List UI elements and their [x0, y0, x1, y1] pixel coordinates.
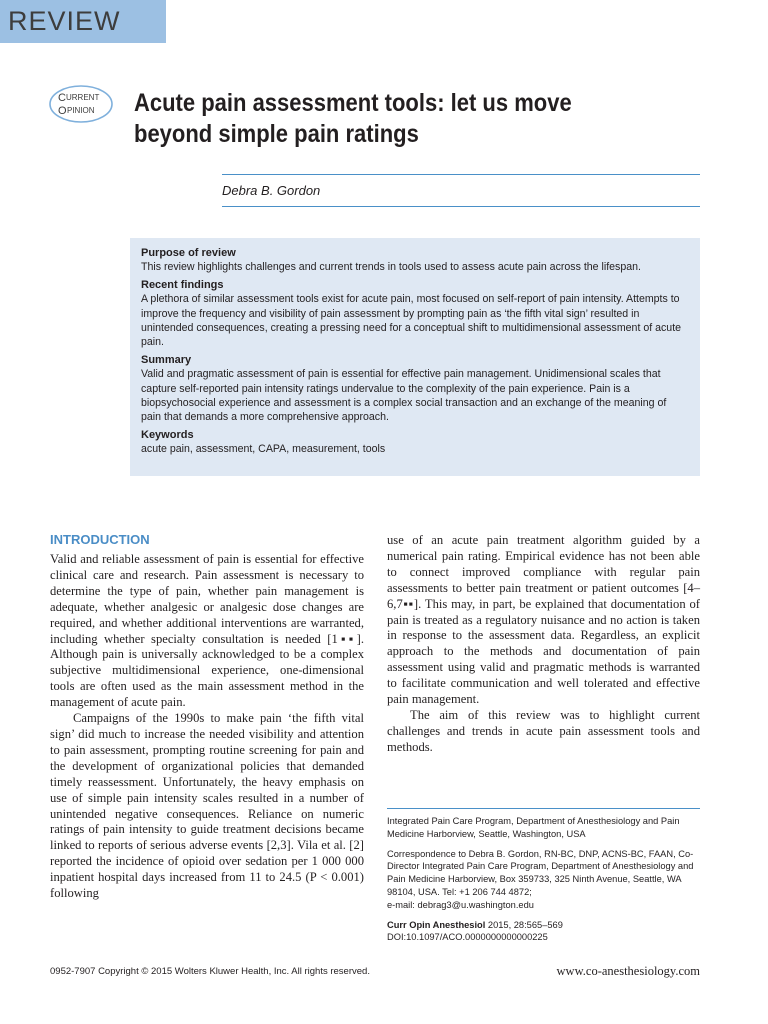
left-column — [50, 531, 364, 902]
article-title: Acute pain assessment tools: let us move beyond simple pain ratings — [134, 89, 572, 148]
keywords-heading: Keywords — [141, 428, 194, 441]
svg-text:C: C — [58, 92, 66, 104]
affiliation-dept: Integrated Pain Care Program, Department of Anesthesiology and Pain Medicine Harborview, Seattle, Washington, USA — [387, 816, 680, 839]
section-tab: REVIEW — [0, 0, 166, 43]
journal-citation — [387, 919, 705, 932]
findings-text: A plethora of similar assessment tools exist for acute pain, most focused on self-report of pain intensity. Attempts to improve the frequency and visibility of pain assessment by prompting pain as ‘the fifth vital sign’ resulted in unintended consequences, creating a pressing need for a conceptual shift to multidimensional assessment of acute pain. — [141, 293, 682, 349]
keywords-text: acute pain, assessment, CAPA, measurement, tools — [141, 443, 386, 456]
citation-details: 2015, 28:565–569 — [485, 919, 563, 930]
doi: DOI:10.1097/ACO.0000000000000225 — [387, 932, 548, 943]
svg-text:PINION: PINION — [67, 106, 95, 115]
journal-name: Curr Opin Anesthesiol — [387, 919, 486, 930]
paragraph: The aim of this review was to highlight current challenges and trends in acute pain assessment tools and methods. — [387, 707, 700, 754]
paragraph: Valid and reliable assessment of pain is essential for effective clinical care and research. Pain assessment is necessary to determine the type of pain, whether pain management is adequate, whether analgesic or analgesic dose changes are required, and whether additional interventions are warranted, including whether specialty consultation is needed [1▪▪]. Although pain is universally acknowledged to be a complex subjective multidimensional experience, one-dimensional tools are often used as the main assessment method in the management of acute pain. — [50, 552, 364, 710]
divider — [222, 206, 700, 207]
summary-heading: Summary — [141, 353, 192, 366]
email: e-mail: debrag3@u.washington.edu — [387, 899, 534, 910]
purpose-text: This review highlights challenges and current trends in tools used to assess acute pain across the lifespan. — [141, 261, 641, 274]
findings-heading: Recent findings — [141, 278, 224, 291]
summary-text: Valid and pragmatic assessment of pain is essential for effective pain management. Unidimensional scales that capture self-reported pain intensity ratings undervalue to the complexity of the pain experience. Pain is a biopsychosocial experience and assessment is a complex social transaction and an exchange of the meaning of pain that demands a more comprehensive approach. — [141, 368, 667, 424]
journal-website: www.co-anesthesiology.com — [556, 964, 700, 978]
affiliation-block — [387, 815, 705, 951]
author: Debra B. Gordon — [222, 183, 321, 198]
svg-text:URRENT: URRENT — [66, 93, 100, 102]
copyright: 0952-7907 Copyright © 2015 Wolters Kluwer Health, Inc. All rights reserved. — [50, 966, 370, 977]
correspondence: Correspondence to Debra B. Gordon, RN-BC, DNP, ACNS-BC, FAAN, Co-Director Integrated Pain Care Program, Department of Anesthesiology and Pain Medicine Harborview, Box 359733, 325 Ninth Avenue, Seattle, WA 98104, USA. Tel: +1 206 744 4872; — [387, 848, 694, 897]
paragraph: use of an acute pain treatment algorithm guided by a numerical pain rating. Empirical evidence has not been able to connect improved compliance with regular pain assessments to better pain treatment or patient outcomes [4–6,7▪▪]. This may, in part, be explained that documentation of pain is treated as a regulatory nuisance and no action is taken in response to the assessment data. Regardless, an explicit approach to the methods and documentation of pain assessment using valid and pragmatic methods is warranted to facilitate communication and well tolerated and effective pain management. — [387, 533, 700, 707]
right-column — [387, 533, 700, 756]
divider — [387, 808, 700, 809]
divider — [222, 174, 700, 175]
abstract-box — [130, 238, 700, 476]
current-opinion-logo — [48, 84, 114, 124]
paragraph: Campaigns of the 1990s to make pain ‘the fifth vital sign’ did much to increase the needed visibility and attention to pain assessment, prompting routine screening for pain and the development of organizational policies that demanded timely reassessment. Unfortunately, the heavy emphasis on use of simple pain intensity scales resulted in a number of unintended negative consequences. Reliance on numeric ratings of pain intensity to guide treatment decisions became linked to reports of serious adverse events [2,3]. Vila et al. [2] reported the incidence of opioid over sedation per 1 000 000 inpatient hospital days increased from 11 to 24.5 (P < 0.001) following — [50, 711, 364, 901]
svg-text:O: O — [58, 105, 67, 117]
purpose-heading: Purpose of review — [141, 247, 236, 259]
introduction-heading: INTRODUCTION — [50, 532, 150, 547]
